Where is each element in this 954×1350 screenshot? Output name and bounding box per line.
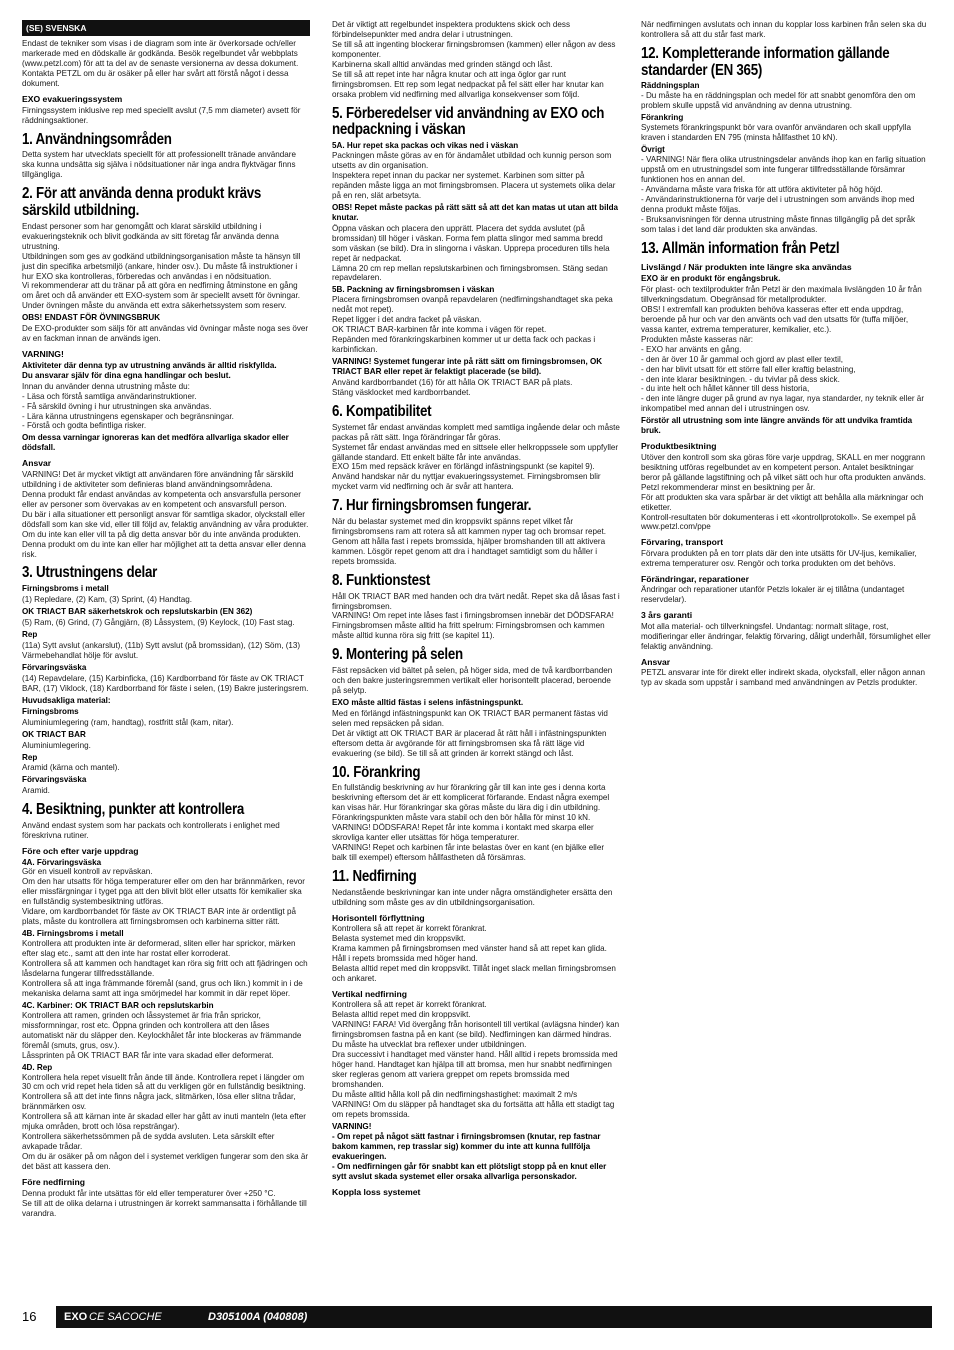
bold-text: Om dessa varningar ignoreras kan det medföra allvarliga skador eller dödsfall. [22, 433, 289, 453]
paragraph: Kontrollera så att repet är korrekt förankrat. Belasta alltid repet med din kroppsvikt. VARNING! FARA! Vid övergång från horisontell till vertikal (avlägsna hinder) kan firningsbromsen fastna på en kant (se bild). Nedfirningen kan därmed hindras. Du måste ha utvecklat bra reflexer under utbildningen. Dra successivt i handtaget med vänster hand. Håll alltid i repets bromssida med höger hand. Handtaget kan hjälpa till att bromsa, men hur snabbt nedfirningen sker regleras genom att variera greppet om repets bromssida med bromshanden. Du måste alltid hålla koll på din nedfirningshastighet: maximalt 2 m/s VARNING! Om du släpper på handtaget ska du fortsätta att hålla ett stadigt tag om repets bromssida. [332, 1000, 620, 1119]
section-heading: 4. Besiktning, punkter att kontrollera [22, 801, 245, 819]
minor-heading: 4B. Firningsbroms i metall [22, 929, 124, 939]
section-heading: 10. Förankring [332, 763, 421, 781]
section-heading: 9. Montering på selen [332, 646, 463, 664]
paragraph: Detta system har utvecklats speciellt för att professionellt tränade användare ska kunna undsätta sig själva i nödsituationer när inga andra flyktvägar finns tillgängliga. [22, 150, 296, 180]
paragraph: Med en förlängd infästningspunkt kan OK TRIACT BAR permanent fästas vid selen med repsäcken på sidan. Det är viktigt att OK TRIACT BAR är placerad åt rätt håll i infästningspunkten eftersom detta är avgörande för att firningsbromsen ska få rätt läge vid evakuering (se bild). Se till så att grinden är korrekt stängd och låst. [332, 708, 608, 758]
bold-text: Förvaringsväska [22, 775, 87, 785]
paragraph: De EXO-produkter som säljs för att användas vid övningar måste noga ses över av en fackman innan de används igen. [22, 324, 309, 344]
subheading: Före nedfirning [22, 1177, 86, 1188]
paragraph: Fäst repsäcken vid bältet på selen, på höger sida, med de två kardborrbanden och den bakre justeringsremmen vertikalt eller horisontellt placerad, beroende på selytp. [332, 666, 613, 695]
bold-text: Firningsbroms [22, 706, 79, 716]
paragraph: När du belastar systemet med din kroppsvikt spänns repet vilket får firningsbromsens ram att rotera så att kammen nyper tag och bromsar repet. Genom att hålla fast i repets bromssida, hjälper bromshanden till att aktivera kammen. Lösgör repet genom att dra i handtaget samtidigt som du håller i repets bromssida. [332, 517, 606, 566]
subheading: Förvaring, transport [641, 537, 724, 548]
paragraph: Håll OK TRIACT BAR med handen och dra tvärt nedåt. Repet ska då låsas fast i firningsbromsen. VARNING! Om repet inte låses fast i firningsbromsen innebär det DÖDSFARA! Firningsbromsen måste alltid ha fritt spelrum: Firningsbromsen och kammen måste alltid kunna röra sig fritt (se kapitel 11). [332, 591, 620, 641]
subheading: Koppla loss systemet [332, 1186, 421, 1197]
subheading: 3 års garanti [641, 610, 693, 621]
minor-heading: Förankring [641, 113, 684, 123]
paragraph: (5) Ram, (6) Grind, (7) Gångjärn, (8) Låssystem, (9) Keylock, (10) Fast stag. [22, 618, 295, 628]
subheading: Vertikal nedfirning [332, 988, 407, 999]
paragraph: - VARNING! När flera olika utrustningsdelar används ihop kan en farlig situation uppstå om en utrustningsdel som inte fungerar tillfredsställande försämrar funktionen hos en annan del. - Användarna måste vara friska för att utföra aktiviteter på hög höjd. - Användarinstruktionerna för varje del i utrustningen som används ihop med denna produkt måste följas. - Bruksanvisningen för denna utrustning måste finnas tillgänglig på det språk som talas i det land där produkten ska användas. [641, 155, 926, 234]
paragraph: Nedanstående beskrivningar kan inte under några omständigheter ersätta den utbildning som måste ges av din utbildningsorganisation. [332, 887, 613, 907]
column-right [641, 20, 931, 690]
section-heading: 1. Användningsområden [22, 130, 172, 148]
footer-subtitle: CE SACOCHE [89, 1311, 162, 1323]
section-heading: 7. Hur firningsbromsen fungerar. [332, 497, 532, 515]
language-header: (SE) SVENSKA [22, 20, 310, 36]
bold-text: OBS! Repet måste packas på rätt sätt så att det kan matas ut utan att bilda knutar. [332, 202, 619, 222]
column-middle [332, 20, 620, 1198]
subheading: Produktbesiktning [641, 441, 717, 452]
paragraph: Det är viktigt att regelbundet inspektera produktens skick och dess förbindelsepunkter med andra delar i utrustningen. Se till så att ingenting blockerar firningsbromsen (kammen) eller någon av dess komponenter. Karbinerna skall alltid användas med grinden stängd och låst. Se till så att repet inte har några knutar och att inga öglor gar runt firningsbromsen. Ett rep som legat nedpackat på fel sätt eller har knutar kan orsaka problem vid nedfirning med allvarliga konsekvenser som följd. [332, 20, 616, 99]
bold-text: EXO måste alltid fästas i selens infästningspunkt. [332, 697, 524, 707]
subheading: Ansvar [641, 656, 671, 667]
bold-text: Huvudsakliga material: [22, 695, 111, 705]
paragraph: När nedfirningen avslutats och innan du kopplar loss karbinen från selen ska du kontrollera så att du står fast mark. [641, 20, 927, 39]
paragraph: (11a) Sytt avslut (ankarslut), (11b) Sytt avslut (på bromssidan), (12) Söm, (13) Värmebehandlat hölje för avslut. [22, 640, 301, 660]
subheading: Livslängd / När produkten inte längre ska användas [641, 262, 852, 273]
subheading: VARNING! [22, 349, 64, 360]
paragraph: - Du måste ha en räddningsplan och medel för att snabbt genomföra den om problem skulle uppstå vid användning av denna utrustning. [641, 91, 916, 111]
subheading: Före och efter varje uppdrag [22, 845, 139, 856]
bold-text: VARNING! Systemet fungerar inte på rätt sätt om firningsbromsen, OK TRIACT BAR eller repet är felaktigt placerade (se bild). [332, 357, 603, 377]
bold-text: Rep [22, 630, 38, 640]
paragraph: Denna produkt får inte utsättas för eld eller temperaturer över +250 °C. Se till att de olika delarna i utrustningen är korrekt sammansatta i förhållande till varandra. [22, 1188, 307, 1218]
paragraph: Endast personer som har genomgått och klarat särskild utbildning i evakueringsteknik och blivit godkända av sitt företag får använda denna utrustning. Utbildningen som ges av godkänd utbildningsorganisation måste ta hänsyn till just din specifika arbetsmiljö (ankare, hinder osv.). Du måste få instruktioner i hur EXO ska kontrolleras, förberedas och användas i en nödsituation. Vi rekommenderar att du tränar på att göra en nedfirning åtminstone en gång om året och då använder ett EXO-system som är speciellt avsett för övningar. Under övningen måste du använda ett extra säkerhetssystem som reserv. [22, 221, 301, 311]
paragraph: Placera firningsbromsen ovanpå repavdelaren (nedfirningshandtaget ska peka nedåt mot repet). Repet ligger i det andra facket på väskan. OK TRIACT BAR-karbinen får inte komma i vägen för repet. Repänden med förankringskarbinen kommer ut ur detta fack och packas i karbinfickan. [332, 295, 613, 355]
paragraph: Kontrollera att produkten inte är deformerad, sliten eller har sprickor, märken efter slag etc., samt att den inte har rostat eller korroderat. Kontrollera så att kammen och handtaget kan röra sig fritt och att fjädringen och låsdelarna fungerar tillfredsställande. Kontrollera så att inga främmande föremål (sand, grus och likn.) kommit in i de mekaniska delarna samt att inga smörjmedel har kommit in där repet löper. [22, 939, 308, 998]
minor-heading: 4C. Karbiner: OK TRIACT BAR och repslutskarbin [22, 1000, 214, 1010]
subheading: Förändringar, reparationer [641, 573, 749, 584]
minor-heading: Räddningsplan [641, 81, 700, 91]
paragraph: En fullständig beskrivning av hur förankring går till kan inte ges i denna korta beskrivning eftersom det är ett komplicerat förfarande. Endast några exempel kan visas här. Hur förankringar ska göras måste du lära dig i din utbildning. Förankringspunkten måste vara stabil och den bör hålla för minst 10 kN. VARNING! DÖDSFARA! Repet får inte komma i kontakt med skarpa eller skrovliga kanter eller utsättas för höga temperaturer. VARNING! Repet och karbinen får inte belastas över en kant (en bjälke eller balk till exempel) eftersom hållfastheten då försämras. [332, 783, 610, 863]
bold-text: Firningsbroms i metall [22, 584, 109, 594]
paragraph: För plast- och textilprodukter från Petzl är den maximala livslängden 10 år från tillverkningsdatum. Obegränsad för metallprodukter. OBS! I extremfall kan produkten behöva kasseras efter ett enda uppdrag, beroende på hur och var den använts och vad den utsatts för (tuffa miljöer, vassa kanter, extrema temperaturer, kemikalier, etc.). Produkten måste kasseras när: - EXO har använts en gång. - den är över 10 år gammal och gjord av plast eller textil, - den har blivit utsatt för ett större fall eller kraftig belastning, - den inte klarar besiktningen. - du tvivlar på dess skick. - du inte helt och hållet känner till dess historia, - den inte längre duger på grund av nya lagar, nya standarder, ny teknik eller är inkompatibel med annan del i utrustningen osv. [641, 284, 925, 414]
paragraph: Använd endast system som har packats och kontrollerats i enlighet med föreskrivna rutiner. [22, 821, 280, 840]
section-heading: 8. Funktionstest [332, 571, 431, 589]
paragraph: Mot alla material- och tillverkningsfel. Undantag: normalt slitage, rost, modifieringar eller ändringar, felaktig förvaring, dåligt underhåll, försumlighet eller felaktig användning. [641, 621, 931, 651]
paragraph: Aramid. [22, 786, 50, 796]
bold-text: Rep [22, 752, 38, 762]
paragraph: Packningen måste göras av en för ändamålet utbildad och kunnig person som utsetts av din organisation. Inspektera repet innan du packar ner systemet. Karbinen som sitter på repänden måste ligga an mot firningsbromsen. Placera ut systemets olika delar på en ren, slät arbetsyta. [332, 151, 616, 200]
bold-text: Förstör all utrustning som inte längre används för att undvika framtida bruk. [641, 416, 913, 436]
section-heading: 3. Utrustningens delar [22, 564, 158, 582]
section-heading: 6. Kompatibilitet [332, 402, 432, 420]
paragraph: (14) Repavdelare, (15) Karbinficka, (16) Kardborrband för fäste av OK TRIACT BAR, (17) Viklock, (18) Kardborrband för fäste i selen, (19) Bakre justeringsrem. [22, 673, 309, 693]
paragraph: Öppna väskan och placera den upprätt. Placera det sydda avslutet (på bromssidan) till höger i väskan. Forma fem platta slingor med samma bredd som väskan (se bild). Dra in slingorna i väskan. Upprepa proceduren tills hela repet är nedpackat. Lämna 20 cm rep mellan repslutskarbinen och firningsbromsen. Stäng sedan repavdelaren. [332, 223, 610, 283]
section-heading: 11. Nedfirning [332, 868, 417, 885]
paragraph: Aluminiumlegering. [22, 740, 91, 750]
bold-text: Förvaringsväska [22, 662, 87, 672]
paragraph: Ändringar och reparationer utanför Petzls lokaler är ej tillåtna (undantaget reservdelar). [641, 585, 905, 605]
bold-text: OBS! ENDAST FÖR ÖVNINGSBRUK [22, 313, 161, 323]
paragraph: Kontrollera att ramen, grinden och låssystemet är fria från sprickor, missformningar, rost etc. Öppna grinden och kontrollera att den låses automatiskt när du släpper den. Keylockhålet får inte blockeras av främmande föremål (smuts, grus, osv.). Låssprinten på OK TRIACT BAR får inte vara skadad eller deformerat. [22, 1010, 302, 1060]
bold-text: VARNING! - Om repet på något sätt fastnar i firningsbromsen (knutar, rep fastnar bakom kammen, rep trasslar sig) kommer du inte att kunna fullfölja evakueringen. - Om nedfirningen går för snabbt kan ett plötsligt stopp på en knut eller sytt avslut skada systemet eller orsaka allvarliga personskador. [332, 1121, 607, 1181]
minor-heading: 4D. Rep [22, 1062, 53, 1072]
bold-text: OK TRIACT BAR [22, 729, 86, 739]
paragraph: Förvara produkten på en torr plats där den inte utsätts för UV-ljus, kemikalier, extrema temperaturer osv. Rengör och torka produkten om det behövs. [641, 548, 917, 568]
paragraph: Innan du använder denna utrustning måste du: - Läsa och förstå samtliga användarinstruktioner. - Få särskild övning i hur utrustningen ska användas. - Lära känna utrustningens egenskaper och begränsningar. - Förstå och godta befintliga risker. [22, 381, 234, 431]
paragraph: Kontrollera så att repet är korrekt förankrat. Belasta systemet med din kroppsvikt. Krama kammen på firningsbromsen med vänster hand så att repet kan glida. Håll i repets bromssida med höger hand. Belasta alltid repet med din kroppsvikt. Tillåt inget slack mellan firningsbromsen och ankaret. [332, 924, 616, 983]
paragraph: Gör en visuell kontroll av repväskan. Om den har utsatts för höga temperaturer eller om den har brännmärken, revor eller missfärgningar i tyget pga att den blivit blöt eller utsatts för kemikalier ska en fullständig systembesiktning utföras. Vidare, om kardborrbandet för fäste av OK TRIACT BAR inte är ordentligt på plats, måste du kontrollera att firningsbromsen och karbinerna sitter rätt. [22, 867, 305, 927]
paragraph: Utöver den kontroll som ska göras före varje uppdrag, SKALL en mer noggrann besiktning utföras regelbundet av en kompetent person. Antalet besiktningar beror på gällande lagstiftning och på vilket sätt och hur ofta produkten används. Petzl rekommenderar minst en besiktning per år. För att produkten ska vara spårbar är det viktigt att behålla alla märkningar och etiketter. Kontroll-resultaten bör dokumenteras i ett «kontrollprotokoll». Se exempel på www.petzl.com/ppe [641, 452, 926, 532]
bold-text: EXO är en produkt för engångsbruk. [641, 273, 781, 283]
section-heading: 2. För att använda denna produkt krävs särskild utbildning. [22, 185, 262, 220]
bold-text: Aktiviteter där denna typ av utrustning används är alltid riskfyllda. Du ansvarar själv för dina egna handlingar och beslut. [22, 360, 277, 380]
paragraph: Endast de tekniker som visas i de diagram som inte är överkorsade och/eller markerade med en dödskalle är godkända. Besök regelbundet vår webbplats (www.petzl.com) för att ta del av de senaste versionerna av dessa dokument. Kontakta PETZL om du är osäker på eller har svårt att förstå något i dessa dokument. [22, 39, 299, 89]
subheading: Ansvar [22, 458, 52, 469]
section-heading: 5. Förberedelser vid användning av EXO och nedpackning i väskan [332, 104, 605, 139]
section-heading: 12. Kompletterande information gällande standarder (EN 365) [641, 44, 890, 79]
column-left [22, 20, 310, 1220]
minor-heading: 4A. Förvaringsväska [22, 857, 102, 867]
paragraph: Använd kardborrbandet (16) för att hålla OK TRIACT BAR på plats. Stäng väsklocket med kardborrbandet. [332, 378, 573, 397]
paragraph: Kontrollera hela repet visuellt från ände till ände. Kontrollera repet i längder om 30 cm och vrid repet hela tiden så att du verkligen gör en fullständig besiktning. Kontrollera så att det inte finns några jack, slitmärken, lösa eller slitna trådar, brännmärken osv. Kontrollera så att kärnan inte är skadad eller har gått av inuti manteln (leta efter mjuka områden, brott och lösa repsträngar). Kontrollera säkerhetssömmen på de sydda avsluten. Leta särskilt efter avkapade trådar. Om du är osäker på om någon del i systemet verkligen fungerar som den ska är det bäst att kassera den. [22, 1072, 309, 1172]
paragraph: Firningssystem inklusive rep med speciellt avslut (7,5 mm diameter) avsett för räddningsaktioner. [22, 105, 301, 125]
paragraph: VARNING! Det är mycket viktigt att användaren före användning får särskild utbildning i de aktiviteter som definieras bland användningsområdena. Denna produkt får endast användas av kompetenta och ansvarsfulla personer eller av personer som övervakas av en kompetent och ansvarsfull person. Du bär i alla situationer ett personligt ansvar för samtliga skador, olyckstall eller dödsfall som kan ske vid, eller till följd av, felaktig användning av våra produkter. Om du inte kan eller vill ta på dig detta ansvar bör du inte använda produkten. Denna produkt om du inte kan eller har möjlighet att ta detta ansvar eller denna risk. [22, 469, 309, 559]
page-footer [22, 1306, 932, 1328]
paragraph: Aramid (kärna och mantel). [22, 763, 120, 773]
paragraph: Systemets förankringspunkt bör vara ovanför användaren och skall uppfylla kraven i standarden EN 795 (minsta hållfasthet 10 kN). [641, 123, 911, 143]
footer-product: EXO [64, 1311, 88, 1323]
paragraph: Systemet får endast användas komplett med samtliga ingående delar och måste packas på rätt sätt. Inga förändringar får göras. Systemet får endast användas med en sittsele eller helkroppssele som uppfyller gällande standard. Ett enkelt bälte får inte användas. EXO 15m med repsäck kräver en förlängd infästningspunkt (se kapitel 9). Använd handskar när du nyttjar evakueringssystemet. Firningsbromsen blir mycket varm vid nedfirning och är svår att hantera. [332, 422, 620, 492]
minor-heading: Övrigt [641, 145, 665, 155]
page-number: 16 [22, 1309, 37, 1324]
subheading: Horisontell förflyttning [332, 912, 425, 923]
footer-reference: D305100A (040808) [208, 1311, 308, 1323]
paragraph: (1) Repledare, (2) Kam, (3) Sprint, (4) Handtag. [22, 595, 193, 605]
minor-heading: 5A. Hur repet ska packas och vikas ned i väskan [332, 141, 519, 151]
minor-heading: 5B. Packning av firningsbromsen i väskan [332, 285, 495, 295]
paragraph: PETZL ansvarar inte för direkt eller indirekt skada, olycksfall, eller någon annan typ av skada som uppstår i samband med användningen av Petzls produkter. [641, 668, 926, 688]
subheading: EXO evakueringssystem [22, 94, 123, 105]
section-heading: 13. Allmän information från Petzl [641, 239, 840, 257]
paragraph: Aluminiumlegering (ram, handtag), rostfritt stål (kam, nitar). [22, 717, 234, 727]
footer-bar [56, 1306, 932, 1328]
bold-text: OK TRIACT BAR säkerhetskrok och repslutskarbin (EN 362) [22, 607, 253, 617]
